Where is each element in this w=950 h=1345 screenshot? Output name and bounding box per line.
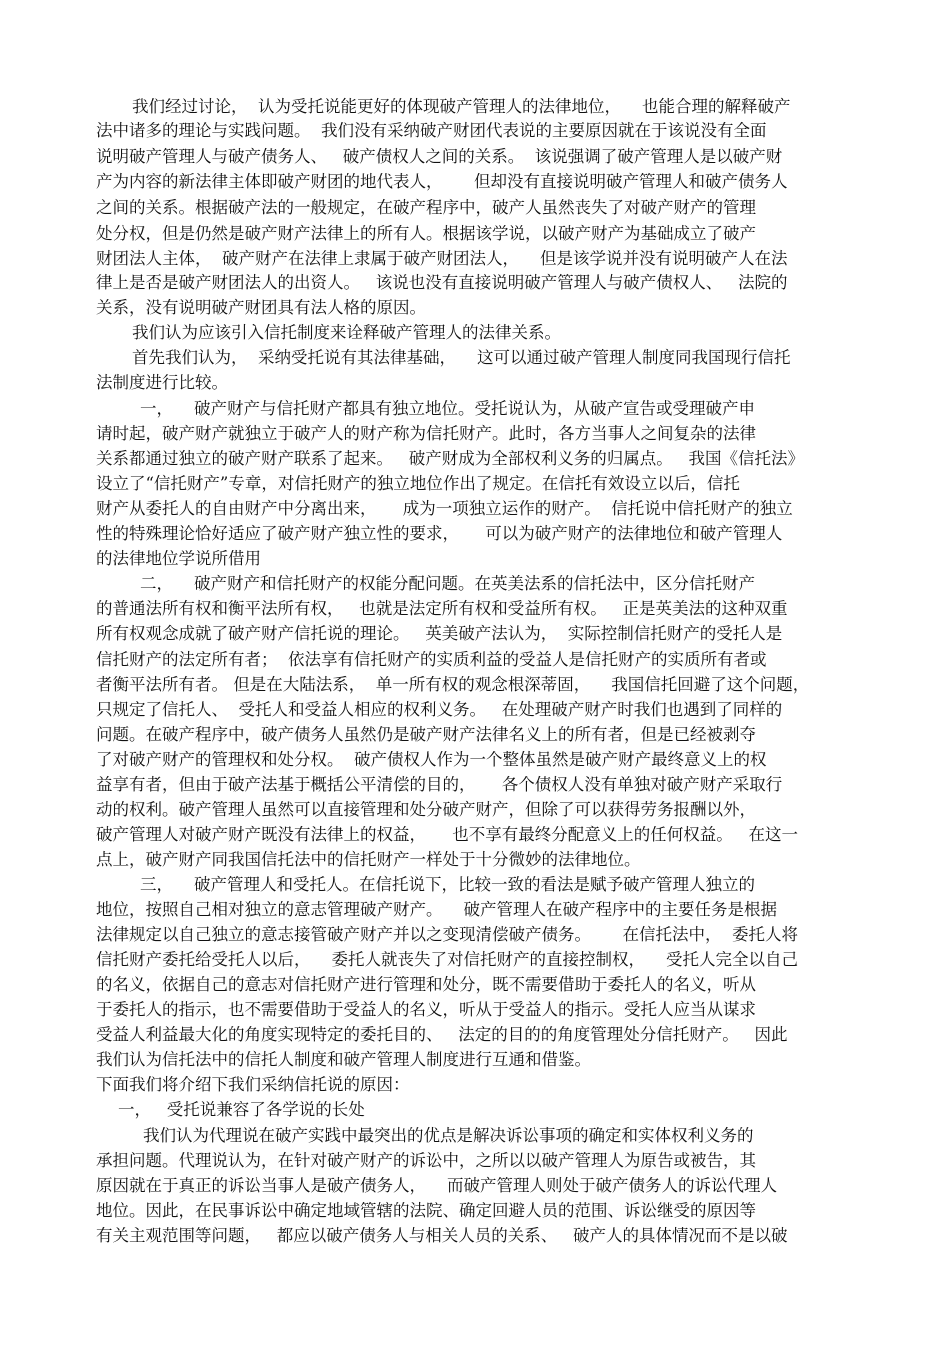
text-line: 承担问题。代理说认为，在针对破产财产的诉讼中，之所以以破产管理人为原告或被告，其 [96, 1151, 756, 1170]
text-line: 财产从委托人的自由财产中分离出来， 成为一项独立运作的财产。 信托说中信托财产的独立 [96, 499, 793, 518]
text-line: 者衡平法所有者。 但是在大陆法系， 单一所有权的观念根深蒂固， 我国信托回避了这个问题， [96, 675, 810, 694]
text-line: 性的特殊理论恰好适应了破产财产独立性的要求， 可以为破产财产的法律地位和破产管理人 [96, 524, 783, 543]
text-line: 地位。因此，在民事诉讼中确定地域管辖的法院、确定回避人员的范围、诉讼继受的原因等 [96, 1201, 756, 1220]
text-line: 一， 破产财产与信托财产都具有独立地位。受托说认为，从破产宣告或受理破产申 [140, 399, 755, 418]
text-line: 信托财产的法定所有者； 依法享有信托财产的实质利益的受益人是信托财产的实质所有者或 [96, 650, 767, 669]
text-line: 我们认为信托法中的信托人制度和破产管理人制度进行互通和借鉴。 [96, 1050, 591, 1069]
text-line: 我们认为代理说在破产实践中最突出的优点是解决诉讼事项的确定和实体权利义务的 [143, 1126, 754, 1145]
text-line: 一， 受托说兼容了各学说的长处 [118, 1100, 365, 1119]
text-line: 所有权观念成就了破产财产信托说的理论。 英美破产法认为， 实际控制信托财产的受托人是 [96, 624, 783, 643]
text-line: 原因就在于真正的诉讼当事人是破产债务人， 而破产管理人则处于破产债务人的诉讼代理人 [96, 1176, 777, 1195]
text-line: 说明破产管理人与破产债务人、 破产债权人之间的关系。 该说强调了破产管理人是以破产财 [96, 147, 783, 166]
text-line: 关系，没有说明破产财团具有法人格的原因。 [96, 298, 426, 317]
text-line: 于委托人的指示，也不需要借助于受益人的名义，听从于受益人的指示。受托人应当从谋求 [96, 1000, 756, 1019]
text-line: 法律规定以自己独立的意志接管破产财产并以之变现清偿破产债务。 在信托法中， 委托人将 [96, 925, 798, 944]
text-line: 法制度进行比较。 [96, 373, 228, 392]
text-line: 我们经过讨论， 认为受托说能更好的体现破产管理人的法律地位， 也能合理的解释破产 [132, 97, 791, 116]
text-line: 受益人利益最大化的角度实现特定的委托目的、 法定的目的的角度管理处分信托财产。 因此 [96, 1025, 788, 1044]
text-line: 设立了“信托财产”专章，对信托财产的独立地位作出了规定。在信托有效设立以后，信托 [96, 474, 740, 493]
text-line: 法中诸多的理论与实践问题。 我们没有采纳破产财团代表说的主要原因就在于该说没有全面 [96, 121, 767, 140]
text-line: 三， 破产管理人和受托人。在信托说下，比较一致的看法是赋予破产管理人独立的 [140, 875, 755, 894]
text-line: 益享有者，但由于破产法基于概括公平清偿的目的， 各个债权人没有单独对破产财产采取行 [96, 775, 783, 794]
text-line: 只规定了信托人、 受托人和受益人相应的权利义务。 在处理破产财产时我们也遇到了同样的 [96, 700, 783, 719]
text-line: 下面我们将介绍下我们采纳信托说的原因： [96, 1075, 410, 1094]
text-line: 二， 破产财产和信托财产的权能分配问题。在英美法系的信托法中，区分信托财产 [140, 574, 755, 593]
text-line: 点上，破产财产同我国信托法中的信托财产一样处于十分微妙的法律地位。 [96, 850, 641, 869]
text-line: 有关主观范围等问题， 都应以破产债务人与相关人员的关系、 破产人的具体情况而不是以破 [96, 1226, 788, 1245]
text-line: 请时起，破产财产就独立于破产人的财产称为信托财产。此时，各方当事人之间复杂的法律 [96, 424, 756, 443]
text-line: 的普通法所有权和衡平法所有权， 也就是法定所有权和受益所有权。 正是英美法的这种双重 [96, 599, 788, 618]
text-line: 问题。在破产程序中，破产债务人虽然仍是破产财产法律名义上的所有者，但是已经被剥夺 [96, 725, 756, 744]
text-line: 关系都通过独立的破产财产联系了起来。 破产财成为全部权利义务的归属点。 我国《信托法》 [96, 449, 804, 468]
text-line: 首先我们认为， 采纳受托说有其法律基础， 这可以通过破产管理人制度同我国现行信托 [132, 348, 791, 367]
text-line: 破产管理人对破产财产既没有法律上的权益， 也不享有最终分配意义上的任何权益。 在这一 [96, 825, 798, 844]
text-line: 处分权，但是仍然是破产财产法律上的所有人。根据该学说，以破产财产为基础成立了破产 [96, 224, 756, 243]
text-line: 地位，按照自己相对独立的意志管理破产财产。 破产管理人在破产程序中的主要任务是根据 [96, 900, 777, 919]
text-line: 财团法人主体， 破产财产在法律上隶属于破产财团法人， 但是该学说并没有说明破产人在法 [96, 249, 788, 268]
text-line: 信托财产委托给受托人以后， 委托人就丧失了对信托财产的直接控制权， 受托人完全以自己 [96, 950, 798, 969]
text-line: 的名义，依据自己的意志对信托财产进行管理和处分，既不需要借助于委托人的名义，听从 [96, 975, 756, 994]
text-line: 我们认为应该引入信托制度来诠释破产管理人的法律关系。 [132, 323, 561, 342]
text-line: 了对破产财产的管理权和处分权。 破产债权人作为一个整体虽然是破产财产最终意义上的权 [96, 750, 767, 769]
text-line: 动的权利。破产管理人虽然可以直接管理和处分破产财产，但除了可以获得劳务报酬以外， [96, 800, 756, 819]
text-line: 的法律地位学说所借用 [96, 549, 261, 568]
text-line: 产为内容的新法律主体即破产财团的地代表人， 但却没有直接说明破产管理人和破产债务人 [96, 172, 788, 191]
text-line: 律上是否是破产财团法人的出资人。 该说也没有直接说明破产管理人与破产债权人、 法院的 [96, 273, 788, 292]
text-line: 之间的关系。根据破产法的一般规定，在破产程序中，破产人虽然丧失了对破产财产的管理 [96, 198, 756, 217]
